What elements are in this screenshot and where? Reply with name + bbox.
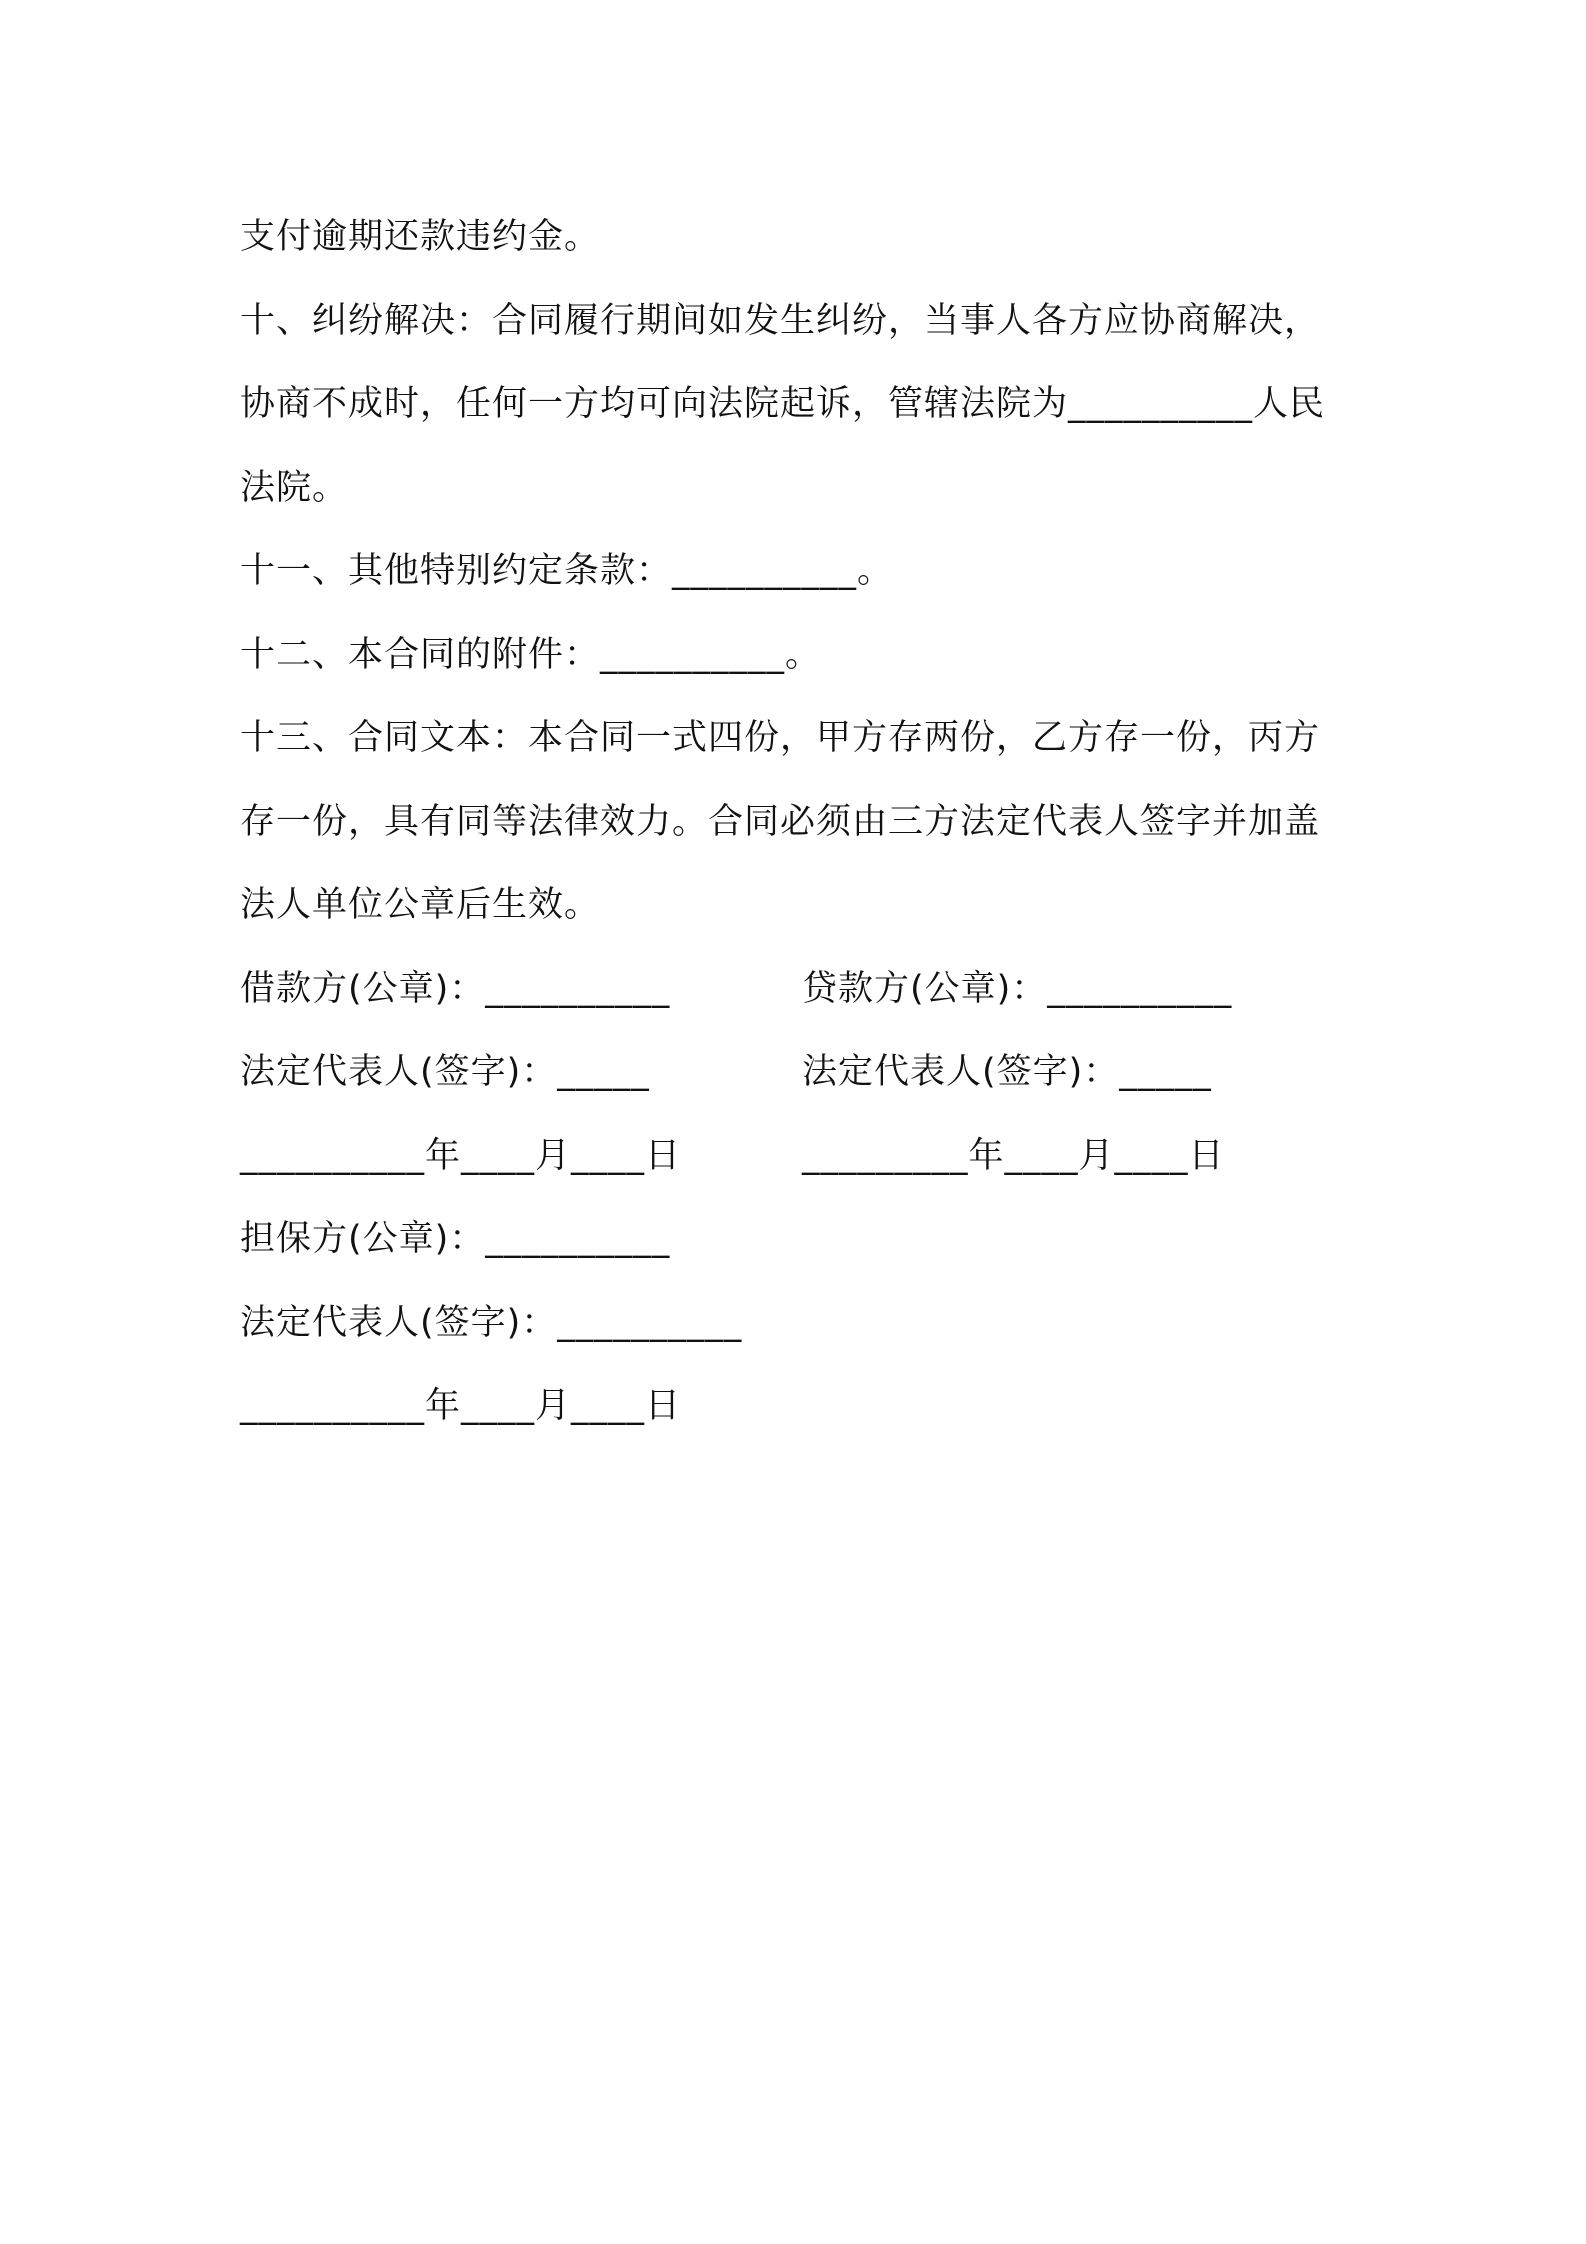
- signature-row-seal: [240, 948, 1360, 1032]
- signature-row-date: [240, 1115, 1360, 1199]
- lender-representative-field: 法定代表人(签字)：_____: [802, 1052, 1212, 1092]
- paragraph-contract-text-line-2: 存一份，具有同等法律效力。合同必须由三方法定代表人签字并加盖: [240, 801, 1321, 842]
- paragraph-special-terms: 十一、其他特别约定条款：__________。: [240, 551, 894, 591]
- borrower-representative-field: 法定代表人(签字)：_____: [240, 1052, 650, 1092]
- paragraph-dispute-line-2: 协商不成时，任何一方均可向法院起诉，管辖法院为__________人民: [240, 384, 1326, 424]
- borrower-date-field: __________年____月____日: [240, 1135, 682, 1176]
- paragraph-dispute-line-3: 法院。: [240, 467, 349, 508]
- contract-page: [240, 196, 1360, 1449]
- lender-date-field: _________年____月____日: [802, 1135, 1225, 1176]
- guarantor-representative-field: 法定代表人(签字)：__________: [240, 1302, 743, 1343]
- guarantor-seal-field: 担保方(公章)：__________: [240, 1219, 671, 1259]
- paragraph-contract-text-line-1: 十三、合同文本：本合同一式四份，甲方存两份，乙方存一份，丙方: [240, 718, 1321, 758]
- borrower-seal-field: 借款方(公章)：__________: [240, 968, 671, 1009]
- signature-row-representative: [240, 1031, 1360, 1115]
- paragraph-dispute-line-1: 十、纠纷解决：合同履行期间如发生纠纷，当事人各方应协商解决，: [240, 300, 1321, 341]
- paragraph-attachments: 十二、本合同的附件：__________。: [240, 634, 822, 675]
- lender-seal-field: 贷款方(公章)：__________: [802, 968, 1233, 1009]
- paragraph-overdue-penalty: 支付逾期还款违约金。: [240, 217, 601, 257]
- guarantor-date-field: __________年____月____日: [240, 1386, 682, 1426]
- paragraph-contract-text-line-3: 法人单位公章后生效。: [240, 885, 601, 925]
